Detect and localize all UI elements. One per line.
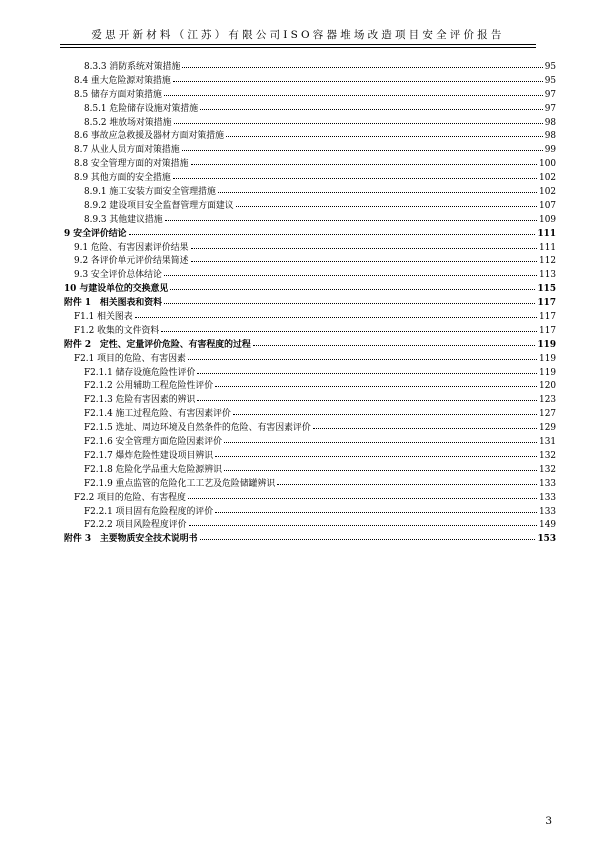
toc-entry-page: 132: [539, 464, 556, 475]
toc-entry-page: 97: [544, 103, 556, 114]
toc-dot-leader: [197, 392, 537, 401]
toc-entry-title: F2.1.3 危险有害因素的辨识: [84, 395, 196, 406]
toc-dot-leader: [173, 170, 537, 179]
toc-dot-leader: [191, 156, 537, 165]
toc-entry-title: 9.3 安全评价总体结论: [74, 270, 162, 281]
toc-entry-page: 119: [539, 353, 556, 364]
toc-entry-page: 98: [544, 117, 556, 128]
toc-dot-leader: [191, 253, 537, 262]
toc-entry-title: F2.1.6 安全管理方面危险因素评价: [84, 437, 223, 448]
header-rule-thin: [60, 47, 536, 48]
toc-dot-leader: [173, 73, 543, 82]
toc-dot-leader: [233, 406, 537, 415]
toc-entry-page: 119: [537, 339, 556, 350]
toc-entry-page: 132: [539, 450, 556, 461]
toc-dot-leader: [277, 476, 537, 485]
toc-entry-page: 95: [544, 62, 556, 72]
toc-entry-page: 97: [544, 89, 556, 100]
toc-entry-title: F2.2.1 项目固有危险程度的评价: [84, 506, 214, 517]
toc-entry-title: F2.1 项目的危险、有害因素: [74, 353, 186, 364]
toc-entry-title: 附件 1 相关图表和资料: [64, 298, 163, 309]
toc-entry[interactable]: [60, 310, 556, 324]
toc-dot-leader: [129, 226, 536, 235]
toc-entry[interactable]: [60, 254, 556, 268]
toc-entry[interactable]: [60, 241, 556, 255]
toc-entry-title: 8.9.2 建设项目安全监督管理方面建议: [84, 200, 234, 211]
toc-entry-title: 8.9.3 其他建议措施: [84, 214, 163, 225]
toc-entry-title: F2.2.2 项目风险程度评价: [84, 520, 187, 531]
toc-entry-page: 107: [539, 200, 556, 211]
toc-entry-page: 115: [537, 284, 556, 295]
toc-entry-title: F2.1.5 选址、周边环境及自然条件的危险、有害因素评价: [84, 423, 311, 434]
toc-entry[interactable]: [60, 227, 556, 241]
toc-entry[interactable]: [60, 282, 556, 296]
toc-entry[interactable]: [60, 532, 556, 546]
toc-entry-title: F2.1.8 危险化学品重大危险源辨识: [84, 464, 223, 475]
toc-entry[interactable]: [60, 352, 556, 366]
toc-dot-leader: [191, 240, 537, 249]
toc-entry-title: F2.1.7 爆炸危险性建设项目辨识: [84, 450, 214, 461]
toc-entry-title: 8.5 储存方面对策措施: [74, 89, 162, 100]
toc-entry-title: F2.2 项目的危险、有害程度: [74, 492, 186, 503]
toc-entry[interactable]: [60, 213, 556, 227]
toc-entry-page: 98: [544, 131, 556, 142]
toc-entry[interactable]: [60, 407, 556, 421]
toc-entry[interactable]: [60, 435, 556, 449]
toc-entry-title: 10 与建设单位的交换意见: [64, 284, 169, 295]
toc-entry-title: F2.1.1 储存设施危险性评价: [84, 367, 196, 378]
toc-entry[interactable]: [60, 518, 556, 532]
toc-entry-page: 111: [539, 242, 556, 253]
toc-entry-page: 111: [537, 228, 556, 239]
toc-entry[interactable]: [60, 185, 556, 199]
toc-entry[interactable]: [60, 505, 556, 519]
toc-dot-leader: [189, 517, 537, 526]
toc-dot-leader: [215, 504, 537, 513]
toc-entry-title: 8.8 安全管理方面的对策措施: [74, 159, 189, 170]
toc-entry[interactable]: [60, 268, 556, 282]
toc-entry[interactable]: [60, 491, 556, 505]
toc-entry-page: 109: [539, 214, 556, 225]
toc-dot-leader: [226, 128, 543, 137]
toc-dot-leader: [218, 184, 537, 193]
toc-dot-leader: [170, 281, 535, 290]
toc-entry[interactable]: [60, 463, 556, 477]
toc-entry-page: 119: [539, 367, 556, 378]
toc-entry-page: 133: [539, 506, 556, 517]
toc-dot-leader: [164, 267, 537, 276]
toc-entry-page: 102: [539, 187, 556, 198]
toc-dot-leader: [224, 462, 537, 471]
toc-entry[interactable]: [60, 143, 556, 157]
toc-entry[interactable]: [60, 477, 556, 491]
toc-dot-leader: [200, 531, 536, 540]
toc-entry-page: 133: [539, 478, 556, 489]
toc-dot-leader: [215, 448, 537, 457]
toc-entry-title: F1.2 收集的文件资料: [74, 325, 160, 336]
toc-dot-leader: [161, 323, 537, 332]
toc-entry[interactable]: [60, 421, 556, 435]
toc-entry[interactable]: [60, 129, 556, 143]
toc-entry[interactable]: [60, 199, 556, 213]
toc-entry-page: 123: [539, 395, 556, 406]
toc-entry-title: F2.1.4 施工过程危险、有害因素评价: [84, 409, 231, 420]
toc-entry-page: 99: [544, 145, 556, 156]
toc-entry-page: 149: [539, 520, 556, 531]
toc-entry-page: 129: [539, 423, 556, 434]
toc-entry[interactable]: [60, 379, 556, 393]
toc-dot-leader: [174, 115, 543, 124]
toc-dot-leader: [188, 490, 537, 499]
toc-dot-leader: [200, 101, 543, 110]
page-number: 3: [545, 815, 552, 827]
toc-entry-title: 9 安全评价结论: [64, 228, 127, 239]
toc-entry-page: 120: [539, 381, 556, 392]
toc-dot-leader: [197, 365, 537, 374]
header-rule-thick: [60, 44, 536, 45]
toc-dot-leader: [188, 351, 537, 360]
toc-dot-leader: [165, 212, 537, 221]
toc-dot-leader: [182, 59, 542, 68]
toc-entry[interactable]: [60, 88, 556, 102]
toc-entry[interactable]: [60, 449, 556, 463]
toc-entry[interactable]: [60, 324, 556, 338]
toc-entry-page: 113: [539, 270, 556, 281]
toc-entry-title: 8.7 从业人员方面对策措施: [74, 145, 180, 156]
toc-entry-page: 127: [539, 409, 556, 420]
toc-entry-title: F1.1 相关图表: [74, 312, 133, 323]
toc-entry[interactable]: [60, 116, 556, 130]
toc-dot-leader: [236, 198, 537, 207]
toc-entry-page: 95: [544, 75, 556, 86]
toc-dot-leader: [215, 378, 537, 387]
toc-entry[interactable]: [60, 102, 556, 116]
toc-dot-leader: [135, 309, 537, 318]
toc-entry-title: 9.2 各评价单元评价结果简述: [74, 256, 189, 267]
table-of-contents: [60, 60, 556, 546]
toc-entry-page: 153: [537, 534, 556, 545]
toc-entry-title: 8.4 重大危险源对策措施: [74, 75, 171, 86]
toc-entry-page: 133: [539, 492, 556, 503]
toc-entry-page: 112: [539, 256, 556, 267]
toc-dot-leader: [313, 420, 537, 429]
toc-dot-leader: [164, 295, 535, 304]
toc-dot-leader: [224, 434, 537, 443]
toc-entry[interactable]: [60, 171, 556, 185]
page-header-title: 爱思开新材料（江苏）有限公司ISO容器堆场改造项目安全评价报告: [91, 29, 505, 41]
toc-entry-title: F2.1.9 重点监管的危险化工工艺及危险储罐辨识: [84, 478, 276, 489]
toc-entry[interactable]: [60, 366, 556, 380]
toc-entry-title: 8.6 事故应急救援及器材方面对策措施: [74, 131, 225, 142]
toc-entry[interactable]: [60, 74, 556, 88]
toc-entry-page: 117: [539, 325, 556, 336]
toc-entry-page: 100: [539, 159, 556, 170]
toc-entry-title: 附件 3 主要物质安全技术说明书: [64, 534, 198, 545]
toc-entry[interactable]: [60, 60, 556, 74]
toc-entry[interactable]: [60, 338, 556, 352]
toc-dot-leader: [164, 87, 543, 96]
toc-entry-title: 8.9.1 施工安装方面安全管理措施: [84, 187, 216, 198]
toc-entry-title: 9.1 危险、有害因素评价结果: [74, 242, 189, 253]
toc-entry-page: 131: [539, 437, 556, 448]
toc-entry-title: F2.1.2 公用辅助工程危险性评价: [84, 381, 214, 392]
toc-entry-title: 8.5.1 危险储存设施对策措施: [84, 103, 199, 114]
toc-entry-page: 117: [537, 298, 556, 309]
toc-entry[interactable]: [60, 393, 556, 407]
toc-entry-page: 117: [539, 312, 556, 323]
toc-dot-leader: [253, 337, 536, 346]
toc-entry-title: 8.5.2 堆放场对策措施: [84, 117, 172, 128]
toc-dot-leader: [182, 142, 543, 151]
toc-entry-title: 附件 2 定性、定量评价危险、有害程度的过程: [64, 339, 251, 350]
toc-entry-title: 8.3.3 消防系统对策措施: [84, 62, 181, 72]
toc-entry-page: 102: [539, 173, 556, 184]
toc-entry[interactable]: [60, 296, 556, 310]
toc-entry[interactable]: [60, 157, 556, 171]
toc-entry-title: 8.9 其他方面的安全措施: [74, 173, 171, 184]
